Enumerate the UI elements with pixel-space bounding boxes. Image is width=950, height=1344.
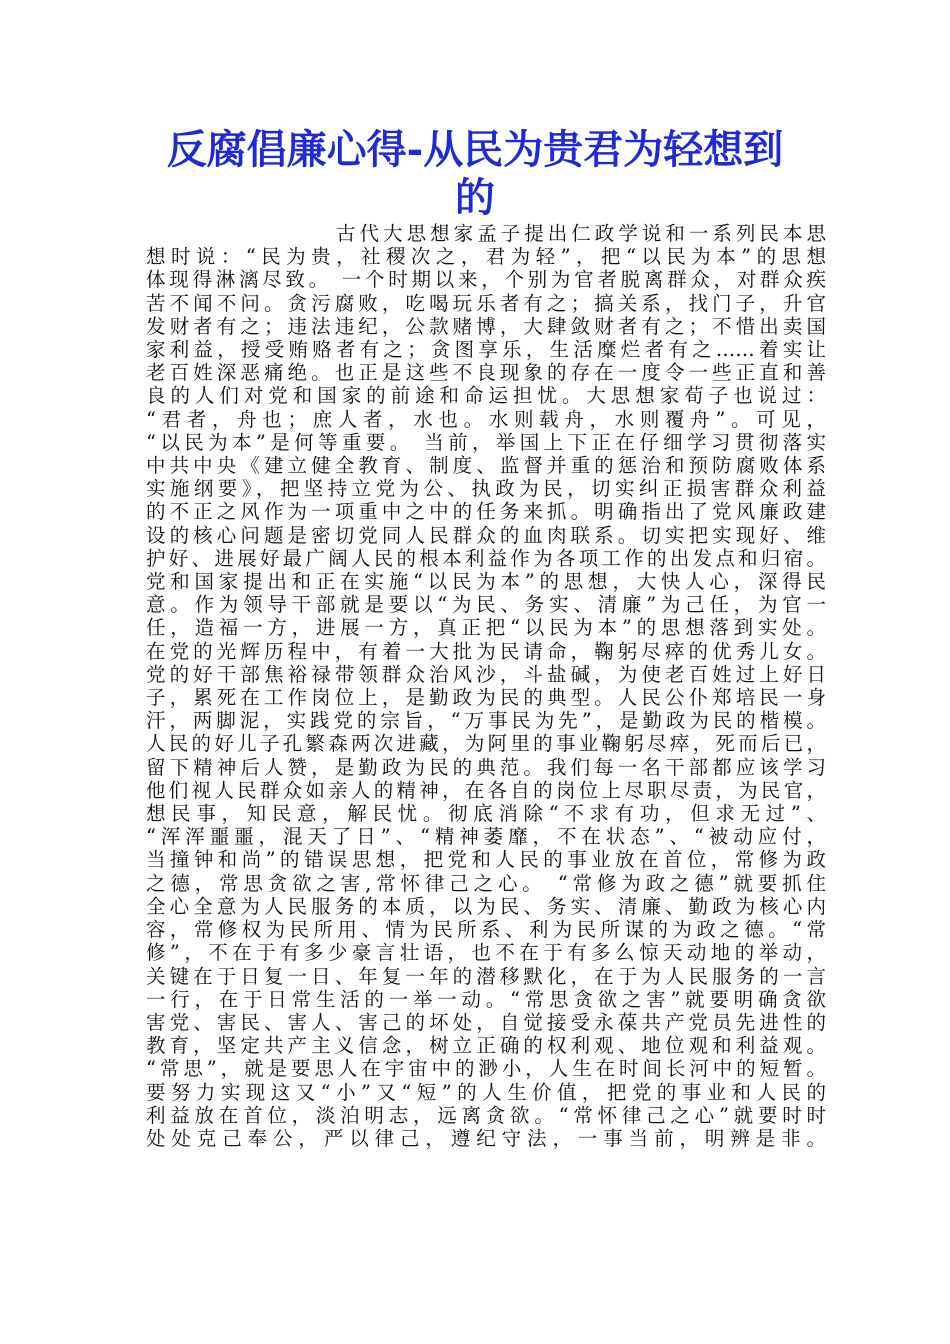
- document-title: [0, 126, 950, 222]
- body-line: “浑浑噩噩，混天了日”、“精神萎靡，不在状态”、“被动应付，: [146, 825, 826, 849]
- body-line: 要努力实现这又“小”又“短”的人生价值，把党的事业和人民的: [146, 1080, 826, 1104]
- body-line: 党和国家提出和正在实施“以民为本”的思想，大快人心，深得民: [146, 570, 826, 594]
- body-line: 良的人们对党和国家的前途和命运担忧。大思想家荀子也说过：: [146, 384, 826, 408]
- body-line: 之德，常思贪欲之害,常怀律己之心。 “常修为政之德”就要抓住: [146, 871, 826, 895]
- title-line: 反腐倡廉心得-从民为贵君为轻想到: [166, 126, 784, 173]
- title-line: 的: [455, 174, 495, 221]
- body-line: 古代大思想家孟子提出仁政学说和一系列民本思: [336, 222, 826, 245]
- body-line: 的不正之风作为一项重中之中的任务来抓。明确指出了党风廉政建: [146, 500, 826, 524]
- body-line: 家利益，授受贿赂者有之；贪图享乐，生活糜烂者有之……着实让: [146, 338, 826, 362]
- body-line: 苦不闻不问。贪污腐败，吃喝玩乐者有之；搞关系，找门子，升官: [146, 291, 826, 315]
- body-line: 想民事，知民意，解民忧。彻底消除“不求有功，但求无过”、: [146, 802, 826, 826]
- body-line: 老百姓深恶痛绝。也正是这些不良现象的存在一度令一些正直和善: [146, 361, 826, 385]
- body-line: 在党的光辉历程中，有着一大批为民请命，鞠躬尽瘁的优秀儿女。: [146, 639, 826, 663]
- body-line: 全心全意为人民服务的本质，以为民、务实、清廉、勤政为核心内: [146, 894, 826, 918]
- body-line: “常思”，就是要思人在宇宙中的渺小，人生在时间长河中的短暂。: [146, 1057, 826, 1081]
- body-line: 发财者有之；违法违纪，公款赌博，大肆敛财者有之；不惜出卖国: [146, 314, 826, 338]
- body-line: 关键在于日复一日、年复一年的潜移默化，在于为人民服务的一言: [146, 964, 826, 988]
- body-line: 害党、害民、害人、害己的坏处，自觉接受永葆共产党员先进性的: [146, 1010, 826, 1034]
- body-line: 任，造福一方，进展一方，真正把“以民为本”的思想落到实处。: [146, 616, 826, 640]
- body-line: 体现得淋漓尽致。 一个时期以来，个别为官者脱离群众，对群众疾: [146, 268, 826, 292]
- body-line: “以民为本”是何等重要。 当前，举国上下正在仔细学习贯彻落实: [146, 430, 826, 454]
- body-line: 当撞钟和尚”的错误思想，把党和人民的事业放在首位，常修为政: [146, 848, 826, 872]
- body-line: 中共中央《建立健全教育、制度、监督并重的惩治和预防腐败体系: [146, 454, 826, 478]
- body-line: 容，常修权为民所用、情为民所系、利为民所谋的为政之德。“常: [146, 918, 826, 942]
- body-line: 汗，两脚泥，实践党的宗旨，“万事民为先”，是勤政为民的楷模。: [146, 709, 826, 733]
- body-line: 意。作为领导干部就是要以“为民、务实、清廉”为己任，为官一: [146, 593, 826, 617]
- body-line: 护好、进展好最广阔人民的根本利益作为各项工作的出发点和归宿。: [146, 546, 826, 570]
- document-body: [146, 222, 826, 1150]
- body-line: 子，累死在工作岗位上，是勤政为民的典型。人民公仆郑培民一身: [146, 686, 826, 710]
- body-line: 他们视人民群众如亲人的精神，在各自的岗位上尽职尽责，为民官，: [146, 778, 826, 802]
- body-line: 教育，坚定共产主义信念，树立正确的权利观、地位观和利益观。: [146, 1034, 826, 1058]
- body-line: 设的核心问题是密切党同人民群众的血肉联系。切实把实现好、维: [146, 523, 826, 547]
- body-line: 党的好干部焦裕禄带领群众治风沙，斗盐碱，为使老百姓过上好日: [146, 662, 826, 686]
- body-line: 留下精神后人赞，是勤政为民的典范。我们每一名干部都应该学习: [146, 755, 826, 779]
- body-line: 人民的好儿子孔繁森两次进藏，为阿里的事业鞠躬尽瘁，死而后已，: [146, 732, 826, 756]
- body-line: 一行，在于日常生活的一举一动。“常思贪欲之害”就要明确贪欲: [146, 987, 826, 1011]
- body-line: 修”，不在于有多少豪言壮语，也不在于有多么惊天动地的举动，: [146, 941, 826, 965]
- body-line: 利益放在首位，淡泊明志，远离贪欲。“常怀律己之心”就要时时: [146, 1103, 826, 1127]
- body-line: 实施纲要》，把坚持立党为公、执政为民，切实纠正损害群众利益: [146, 477, 826, 501]
- body-line: 处处克己奉公，严以律己，遵纪守法，一事当前，明辨是非。: [146, 1126, 826, 1150]
- body-line: 想时说：“民为贵，社稷次之，君为轻”，把“以民为本”的思想: [146, 245, 826, 269]
- body-line: “君者，舟也；庶人者，水也。水则载舟，水则覆舟”。可见，: [146, 407, 826, 431]
